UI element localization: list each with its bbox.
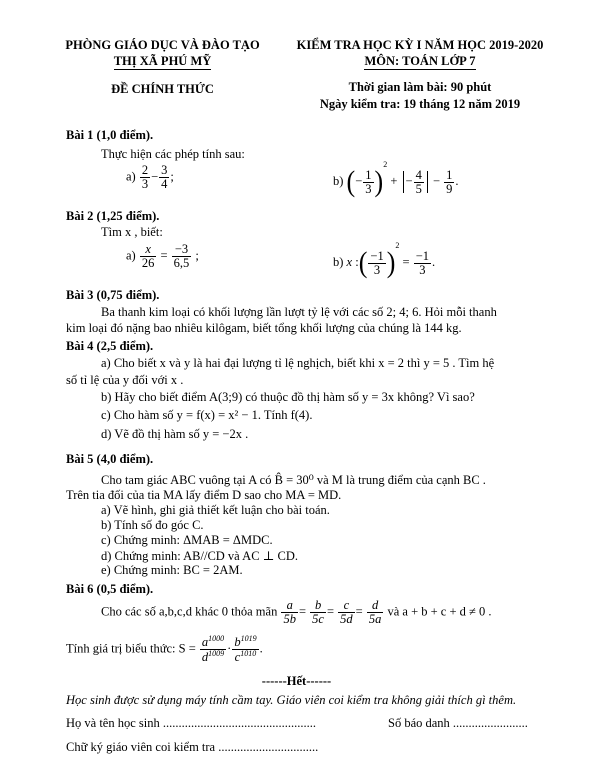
student-id-field: Số báo danh ........................ (388, 716, 528, 730)
bai2-part-b: b) x :( $\frac{-1}{3}$ )$^2$ = $\frac{-1}{3}$ . (333, 241, 436, 280)
bai5-title: Bài 5 (4,0 điểm). (66, 452, 154, 466)
header-time: Thời gian làm bài: 90 phút (348, 80, 492, 94)
bai5-line1: Cho tam giác ABC vuông tại A có B̂ = 30⁰ và M là trung điểm của cạnh BC . (101, 473, 486, 487)
bai5-a: a) Vẽ hình, ghi giả thiết kết luận cho bài toán. (101, 503, 330, 517)
bai5-e: e) Chứng minh: BC = 2AM. (101, 563, 243, 577)
header-district: THỊ XÃ PHÚ MỸ (113, 54, 212, 68)
bai4-a1: a) Cho biết x và y là hai đại lượng tỉ lệ nghịch, biết khi x = 2 thì y = 5 . Tìm hệ (101, 356, 495, 370)
bai3-title: Bài 3 (0,75 điểm). (66, 288, 160, 302)
bai2-part-a: a) $\frac{x}{26}$ = $\frac{-3}{6,5}$ ; (126, 242, 199, 271)
bai2-title: Bài 2 (1,25 điểm). (66, 209, 160, 223)
footer-note: Học sinh được sử dụng máy tính cầm tay. Giáo viên coi kiểm tra không giải thích gì thêm. (66, 693, 517, 707)
bai4-d: d) Vẽ đồ thị hàm số y = −2x . (101, 427, 249, 441)
bai1-intro: Thực hiện các phép tính sau: (101, 147, 245, 161)
header-subject: MÔN: TOÁN LỚP 7 (364, 54, 476, 68)
bai1-part-a: a) $\frac{2}{3}$ − $\frac{3}{4}$ ; (126, 163, 174, 192)
proctor-signature-field: Chữ ký giáo viên coi kiểm tra ................................ (66, 740, 319, 754)
bai3-line1: Ba thanh kim loại có khối lượng lần lượt tỷ lệ với các số 2; 4; 6. Hỏi mỗi thanh (101, 305, 497, 319)
bai4-b: b) Hãy cho biết điểm A(3;9) có thuộc đồ thị hàm số y = 3x không? Vì sao? (101, 390, 475, 404)
bai5-d: d) Chứng minh: AB//CD và AC ⊥ CD. (101, 549, 299, 563)
bai5-b: b) Tính số đo góc C. (101, 518, 204, 532)
student-name-field: Họ và tên học sinh ................................................. (66, 716, 316, 730)
bai5-line2: Trên tia đối của tia MA lấy điểm D sao cho MA = MD. (66, 488, 342, 502)
end-marker: ------Hết------ (261, 674, 332, 688)
header-department: PHÒNG GIÁO DỤC VÀ ĐÀO TẠO (65, 38, 260, 52)
bai3-line2: kim loại đó nặng bao nhiêu kilôgam, biết tổng khối lượng của chúng là 144 kg. (66, 321, 462, 335)
header-exam-title: KIỂM TRA HỌC KỲ I NĂM HỌC 2019-2020 (296, 38, 544, 52)
bai6-line2: Tính giá trị biểu thức: S = $\frac{a^{1000}}{d^{1009}}$ · $\frac{b^{1019}}{c^{1010}}$ . (66, 634, 263, 665)
header-date: Ngày kiểm tra: 19 tháng 12 năm 2019 (319, 97, 521, 111)
bai6-line1: Cho các số a,b,c,d khác 0 thỏa mãn $\frac{a}{5b}$ = $\frac{b}{5c}$ = $\frac{c}{5d}$ = $\frac{d}{5a}$ và a + b + c + d ≠ 0 . (101, 598, 492, 627)
bai6-title: Bài 6 (0,5 điểm). (66, 582, 154, 596)
bai1-title: Bài 1 (1,0 điểm). (66, 128, 154, 142)
bai5-c: c) Chứng minh: ΔMAB = ΔMDC. (101, 533, 273, 547)
bai2-intro: Tìm x , biết: (101, 225, 163, 239)
bai4-title: Bài 4 (2,5 điểm). (66, 339, 154, 353)
bai1-part-b: b) (− $\frac{1}{3}$ )$^2$ + − $\frac{4}{5}$ − $\frac{1}{9}$ . (333, 160, 459, 199)
bai4-c: c) Cho hàm số y = f(x) = x² − 1. Tính f(4). (101, 408, 313, 422)
header-official: ĐỀ CHÍNH THỨC (111, 82, 214, 96)
bai4-a2: số tỉ lệ của y đối với x . (66, 373, 184, 387)
